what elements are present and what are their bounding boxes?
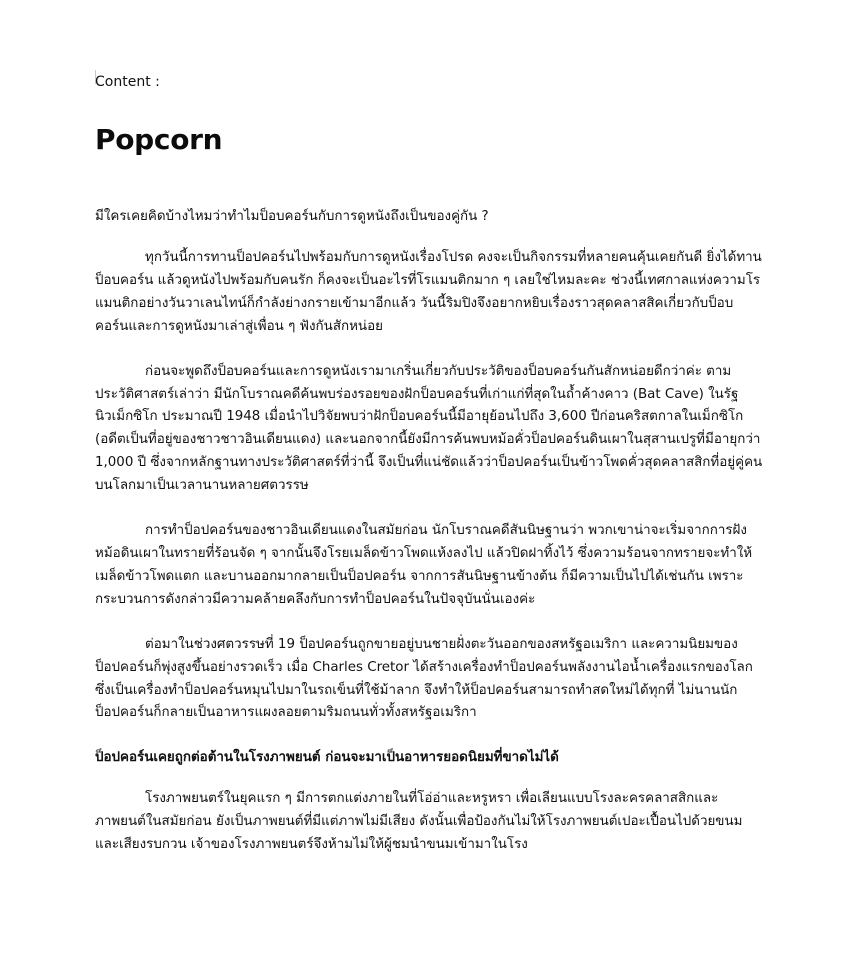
paragraph-3: การทำป็อปคอร์นของชาวอินเดียนแดงในสมัยก่อน นักโบราณคดีสันนิษฐานว่า พวกเขาน่าจะเริ่มจากการฝังหม้อดินเผาในทรายที่ร้อนจัด ๆ จากนั้นจึงโรยเมล็ดข้าวโพดแห้งลงไป แล้วปิดฝาทิ้งไว้ ซึ่งความร้อนจากทรายจะทำให้เมล็ดข้าวโพดแตก และบานออกมากลายเป็นป็อปคอร์น จากการสันนิษฐานข้างต้น ก็มีความเป็นไปได้เช่นกัน เพราะกระบวนการดังกล่าวมีความคล้ายคลึงกับการทำป็อปคอร์นในปัจจุบันนั่นเองค่ะ bbox=[95, 523, 753, 607]
paragraph-4: ต่อมาในช่วงศตวรรษที่ 19 ป็อปคอร์นถูกขายอยู่บนชายฝั่งตะวันออกของสหรัฐอเมริกา และความนิยมของป็อปคอร์นก็พุ่งสูงขึ้นอย่างรวดเร็ว เมื่อ Charles Cretor ได้สร้างเครื่องทำป็อปคอร์นพลังงานไอน้ำเครื่องแรกของโลก ซึ่งเป็นเครื่องทำป็อปคอร์นหมุนไปมาในรถเข็นที่ใช้ม้าลาก จึงทำให้ป็อปคอร์นสามารถทำสดใหม่ได้ทุกที่ ไม่นานนัก ป็อปคอร์นก็กลายเป็นอาหารแผงลอยตามริมถนนทั่วทั้งสหรัฐอเมริกา bbox=[95, 636, 753, 721]
section-subheading: ป็อปคอร์นเคยถูกต่อต้านในโรงภาพยนต์ ก่อนจะมาเป็นอาหารยอดนิยมที่ขาดไม่ได้ bbox=[95, 750, 559, 766]
article-title: Popcorn bbox=[95, 123, 223, 156]
content-label: Content : bbox=[95, 74, 160, 90]
paragraph-1: ทุกวันนี้การทานป็อปคอร์นไปพร้อมกับการดูหนังเรื่องโปรด คงจะเป็นกิจกรรมที่หลายคนคุ้นเคยกันดี ยิ่งได้ทานป็อบคอร์น แล้วดูหนังไปพร้อมกับคนรัก ก็คงจะเป็นอะไรที่โรแมนติกมาก ๆ เลยใช่ไหมละคะ ช่วงนี้เทศกาลแห่งความโรแมนติกอย่างวันวาเลนไทน์ก็กำลังย่างกรายเข้ามาอีกแล้ว วันนี้ริมปิงจึงอยากหยิบเรื่องราวสุดคลาสสิคเกี่ยวกับป็อบคอร์นและการดูหนังมาเล่าสู่เพื่อน ๆ ฟังกันสักหน่อย bbox=[95, 250, 762, 334]
intro-question: มีใครเคยคิดบ้างไหมว่าทำไมป็อบคอร์นกับการดูหนังถึงเป็นของคู่กัน ? bbox=[95, 209, 489, 224]
paragraph-2: ก่อนจะพูดถึงป็อบคอร์นและการดูหนังเรามาเกริ่นเกี่ยวกับประวัติของป็อบคอร์นกันสักหน่อยดีกว่าค่ะ ตามประวัติศาสตร์เล่าว่า มีนักโบราณคดีค้นพบร่องรอยของฝักป็อบคอร์นที่เก่าแก่ที่สุดในถ้ำค้างคาว (Bat Cave) ในรัฐนิวเม็กซิโก ประมาณปี 1948 เมื่อนำไปวิจัยพบว่าฝักป็อบคอร์นนี้มีอายุย้อนไปถึง 3,600 ปีก่อนคริสตกาลในเม็กซิโก (อดีตเป็นที่อยู่ของชาวชาวอินเดียนแดง) และนอกจากนี้ยังมีการค้นพบหม้อคั่วป็อปคอร์นดินเผาในสุสานเปรูที่มีอายุกว่า 1,000 ปี ซึ่งจากหลักฐานทางประวัติศาสตร์ที่ว่านี้ จึงเป็นที่แน่ชัดแล้วว่าป็อปคอร์นเป็นข้าวโพดคั่วสุดคลาสสิกที่อยู่คู่คนบนโลกมาเป็นเวลานานหลายศตวรรษ bbox=[95, 363, 763, 494]
paragraph-5: โรงภาพยนตร์ในยุคแรก ๆ มีการตกแต่งภายในที่โอ่อ่าและหรูหรา เพื่อเลียนแบบโรงละครคลาสสิกและภาพยนต์ในสมัยก่อน ยังเป็นภาพยนต์ที่มีแต่ภาพไม่มีเสียง ดังนั้นเพื่อป้องกันไม่ให้โรงภาพยนต์เปอะเปื้อนไปด้วยขนม และเสียงรบกวน เจ้าของโรงภาพยนตร์จึงห้ามไม่ให้ผู้ชมนำขนมเข้ามาในโรง bbox=[95, 791, 743, 853]
article-body bbox=[95, 206, 763, 879]
